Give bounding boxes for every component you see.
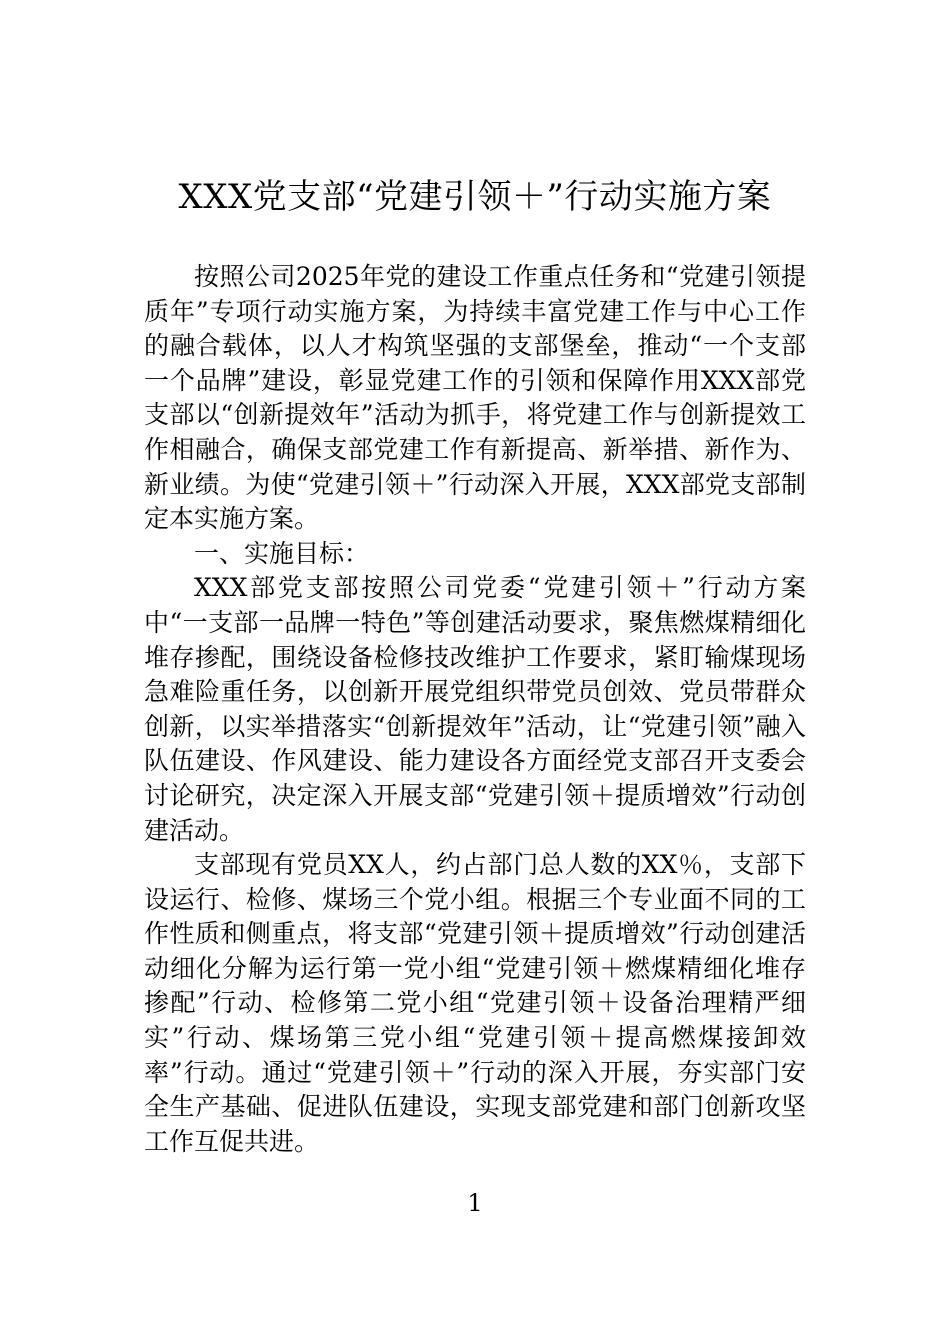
branch-overview-paragraph: 支部现有党员XX人，约占部门总人数的XX％，支部下设运行、检修、煤场三个党小组。根据三个专业面不同的工作性质和侧重点，将支部“党建引领＋提质增效”行动创建活动细化分解为运行第一党小组“党建引领＋燃煤精细化堆存掺配”行动、检修第二党小组“党建引领＋设备治理精严细实”行动、煤场第三党小组“党建引领＋提高燃煤接卸效率”行动。通过“党建引领＋”行动的深入开展，夯实部门安全生产基础、促进队伍建设，实现支部党建和部门创新攻坚工作互促共进。 bbox=[144, 850, 806, 1156]
document-body bbox=[144, 260, 806, 1159]
page-number: 1 bbox=[467, 1189, 483, 1217]
document-title: XXX党支部“党建引领＋”行动实施方案 bbox=[178, 177, 772, 217]
intro-paragraph: 按照公司2025年党的建设工作重点任务和“党建引领提质年”专项行动实施方案，为持续丰富党建工作与中心工作的融合载体，以人才构筑坚强的支部堡垒，推动“一个支部一个品牌”建设，彰显党建工作的引领和保障作用XXX部党支部以“创新提效年”活动为抓手，将党建工作与创新提效工作相融合，确保支部党建工作有新提高、新举措、新作为、新业绩。为使“党建引领＋”行动深入开展，XXX部党支部制定本实施方案。 bbox=[144, 262, 806, 534]
goals-paragraph: XXX部党支部按照公司党委“党建引领＋”行动方案中“一支部一品牌一特色”等创建活动要求，聚焦燃煤精细化堆存掺配，围绕设备检修技改维护工作要求，紧盯输煤现场急难险重任务，以创新开展党组织带党员创效、党员带群众创新，以实举措落实“创新提效年”活动，让“党建引领”融入队伍建设、作风建设、能力建设各方面经党支部召开支委会讨论研究，决定深入开展支部“党建引领＋提质增效”行动创建活动。 bbox=[144, 573, 806, 845]
section-heading-goals: 一、实施目标： bbox=[194, 538, 370, 568]
